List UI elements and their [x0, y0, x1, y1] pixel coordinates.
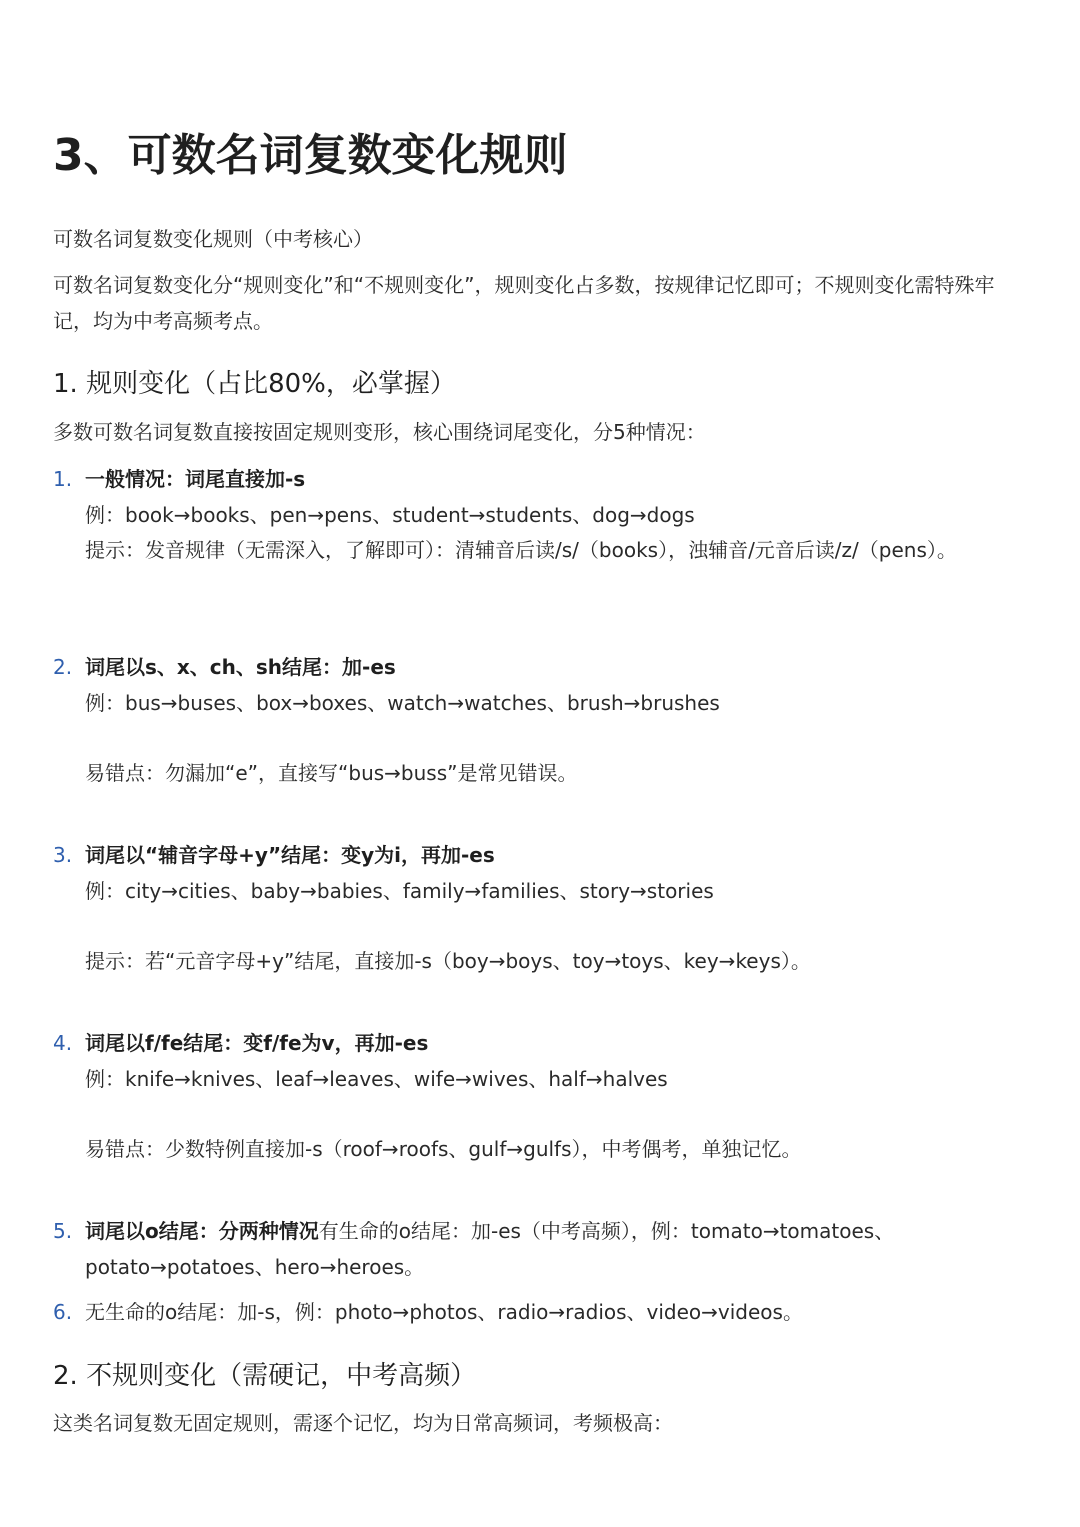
list-number: 2.: [53, 655, 73, 679]
rule-title: 一般情况：词尾直接加-s: [85, 467, 306, 491]
rule-title: 词尾以“辅音字母+y”结尾：变y为i，再加-es: [85, 843, 495, 867]
list-number: 3.: [53, 843, 73, 867]
rule-title: 词尾以o结尾：分两种情况: [85, 1219, 319, 1243]
list-number: 5.: [53, 1219, 73, 1243]
list-number: 6.: [53, 1300, 73, 1324]
list-number: 1.: [53, 467, 73, 491]
rule-example: 例：city→cities、baby→babies、family→families、story→stories: [85, 879, 714, 903]
section-heading-irregular: 2. 不规则变化（需硬记，中考高频）: [53, 1361, 477, 1391]
intro-paragraph: 可数名词复数变化分“规则变化”和“不规则变化”，规则变化占多数，按规律记忆即可；不规则变化需特殊牢记，均为中考高频考点。: [53, 273, 995, 333]
subtitle: 可数名词复数变化规则（中考核心）: [53, 227, 373, 251]
section-desc-irregular: 这类名词复数无固定规则，需逐个记忆，均为日常高频词，考频极高：: [53, 1411, 673, 1435]
rule-note: 提示：若“元音字母+y”结尾，直接加-s（boy→boys、toy→toys、key→keys）。: [85, 949, 811, 973]
rule-example: 例：book→books、pen→pens、student→students、dog→dogs: [85, 503, 695, 527]
page-title: 3、可数名词复数变化规则: [53, 130, 568, 181]
rule-title: 词尾以s、x、ch、sh结尾：加-es: [85, 655, 396, 679]
rule-title: 词尾以f/fe结尾：变f/fe为v，再加-es: [85, 1031, 429, 1055]
rule-text: 有生命的o结尾：加-es（中考高频），例：tomato→tomatoes、potato→potatoes、hero→heroes。: [85, 1219, 895, 1279]
section-heading-regular: 1. 规则变化（占比80%，必掌握）: [53, 369, 456, 399]
rule-note: 提示：发音规律（无需深入，了解即可）：清辅音后读/s/（books），浊辅音/元音后读/z/（pens）。: [85, 538, 957, 562]
rule-example: 例：bus→buses、box→boxes、watch→watches、brush→brushes: [85, 691, 720, 715]
rule-body: [85, 1213, 975, 1285]
section-desc-regular: 多数可数名词复数直接按固定规则变形，核心围绕词尾变化，分5种情况：: [53, 420, 706, 444]
rule-example: 例：knife→knives、leaf→leaves、wife→wives、half→halves: [85, 1067, 668, 1091]
list-number: 4.: [53, 1031, 73, 1055]
rule-text: 无生命的o结尾：加-s，例：photo→photos、radio→radios、video→videos。: [85, 1300, 803, 1324]
rule-note: 易错点：勿漏加“e”，直接写“bus→buss”是常见错误。: [85, 761, 578, 785]
rule-note: 易错点：少数特例直接加-s（roof→roofs、gulf→gulfs），中考偶考，单独记忆。: [85, 1137, 802, 1161]
